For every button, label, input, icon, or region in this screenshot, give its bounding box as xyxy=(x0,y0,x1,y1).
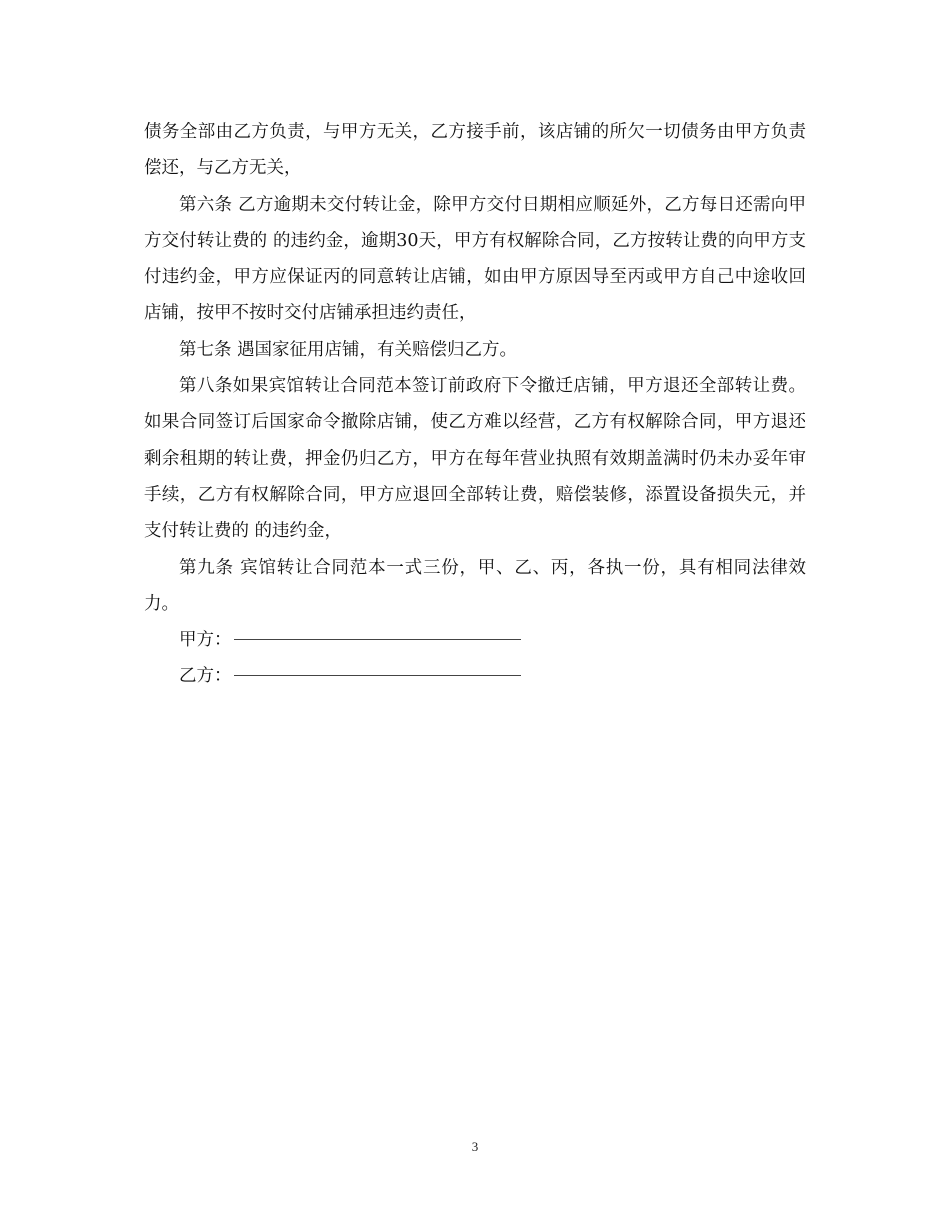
document-body xyxy=(144,114,806,695)
signature-party-b xyxy=(144,658,806,694)
page-number: 3 xyxy=(471,1139,479,1154)
paragraph-article-9: 第九条 宾馆转让合同范本一式三份，甲、乙、丙，各执一份，具有相同法律效力。 xyxy=(144,557,806,614)
party-b-label: 乙方： xyxy=(179,666,232,687)
party-b-signature-blank xyxy=(234,653,521,676)
paragraph-article-7: 第七条 遇国家征用店铺，有关赔偿归乙方。 xyxy=(179,339,518,360)
paragraph-article-8: 第八条如果宾馆转让合同范本签订前政府下令撤迁店铺，甲方退还全部转让费。如果合同签订后国家命令撤除店铺，使乙方难以经营，乙方有权解除合同，甲方退还剩余租期的转让费，押金仍归乙方，甲方在每年营业执照有效期盖满时仍未办妥年审手续，乙方有权解除合同，甲方应退回全部转让费，赔偿装修，添置设备损失元，并支付转让费的 的违约金， xyxy=(144,376,806,542)
paragraph-article-6: 第六条 乙方逾期未交付转让金，除甲方交付日期相应顺延外，乙方每日还需向甲方交付转让费的 的违约金，逾期30天，甲方有权解除合同，乙方按转让费的向甲方支付违约金，甲方应保证丙的同意转让店铺，如由甲方原因导至丙或甲方自己中途收回店铺，按甲不按时交付店铺承担违约责任， xyxy=(144,194,806,324)
party-a-label: 甲方： xyxy=(179,630,232,651)
party-a-signature-blank xyxy=(234,617,521,640)
paragraph-debt-continuation: 债务全部由乙方负责，与甲方无关，乙方接手前，该店铺的所欠一切债务由甲方负责偿还，与乙方无关， xyxy=(144,122,806,179)
